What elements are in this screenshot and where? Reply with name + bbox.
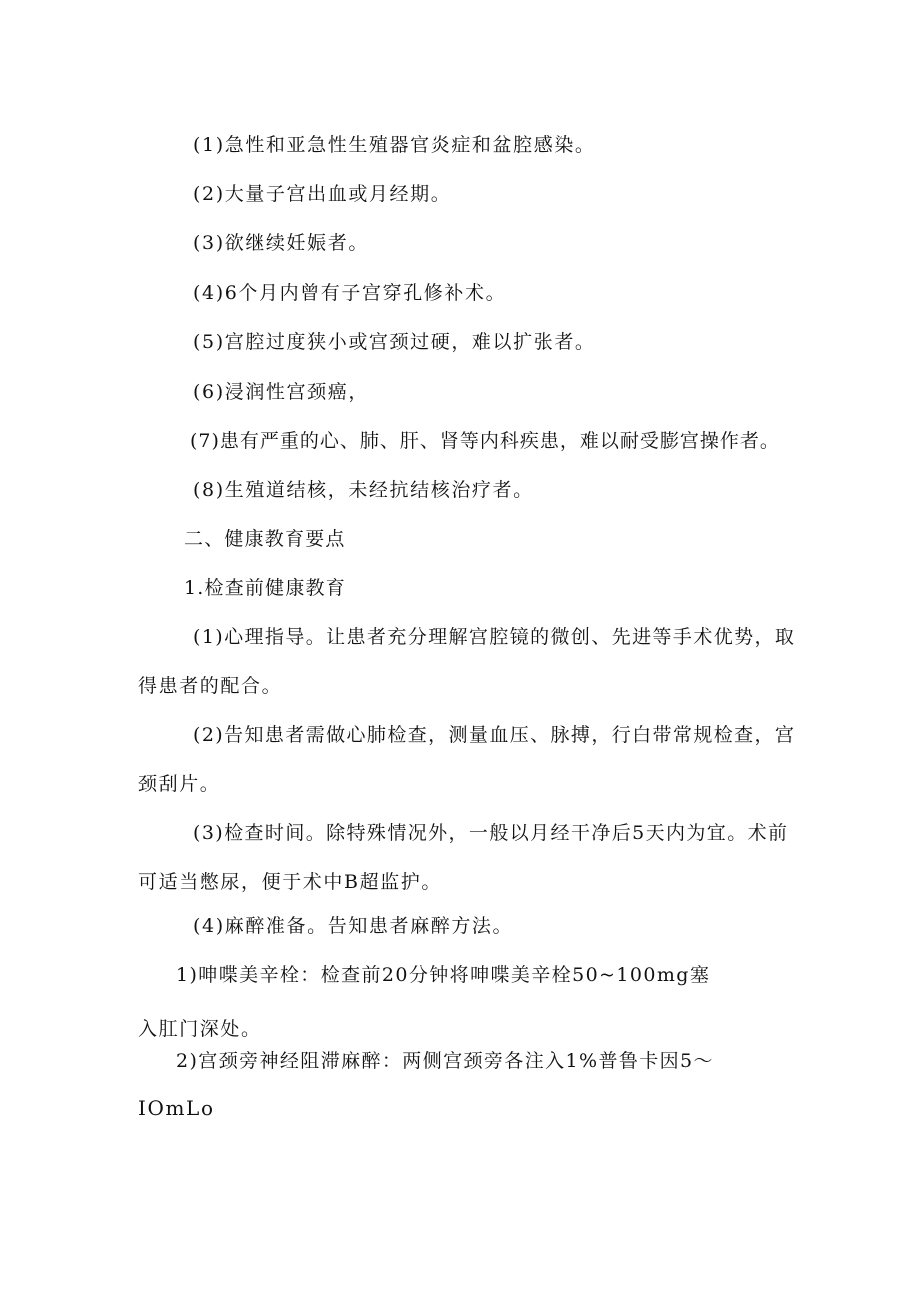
sub-heading: 1.检查前健康教育 (184, 577, 346, 599)
education-item-2-line-1: (2)告知患者需做心肺检查，测量血压、脉搏，行白带常规检查，宫 (193, 724, 796, 746)
education-item-1-line-1: (1)心理指导。让患者充分理解宫腔镜的微创、先进等手术优势，取 (193, 626, 796, 648)
contraindication-2: (2)大量子宫出血或月经期。 (193, 183, 452, 205)
anesthesia-method-1-line-2: 入肛门深处。 (138, 1018, 262, 1040)
contraindication-5: (5)宫腔过度狭小或宫颈过硬，难以扩张者。 (193, 331, 596, 353)
contraindication-7: (7)患有严重的心、肺、肝、肾等内科疾患，难以耐受膨宫操作者。 (190, 430, 780, 452)
education-item-1-line-2: 得患者的配合。 (138, 675, 283, 697)
section-heading: 二、健康教育要点 (184, 528, 346, 550)
anesthesia-method-2-line-1: 2)宫颈旁神经阻滞麻醉：两侧宫颈旁各注入1%普鲁卡因5～ (176, 1050, 714, 1072)
education-item-4: (4)麻醉准备。告知患者麻醉方法。 (193, 915, 514, 937)
contraindication-4: (4)6个月内曾有子宫穿孔修补术。 (193, 282, 507, 304)
contraindication-6: (6)浸润性宫颈癌， (193, 381, 369, 403)
education-item-2-line-2: 颈刮片。 (138, 773, 221, 795)
education-item-3-line-2: 可适当憋尿，便于术中B超监护。 (138, 871, 442, 893)
contraindication-8: (8)生殖道结核，未经抗结核治疗者。 (193, 479, 534, 501)
anesthesia-method-2-line-2: IOmLo (138, 1096, 215, 1120)
anesthesia-method-1-line-1: 1)呻喋美辛栓：检查前20分钟将呻喋美辛栓50~100mg塞 (176, 964, 711, 986)
contraindication-3: (3)欲继续妊娠者。 (193, 232, 369, 254)
contraindication-1: (1)急性和亚急性生殖器官炎症和盆腔感染。 (193, 134, 596, 156)
education-item-3-line-1: (3)检查时间。除特殊情况外，一般以月经干净后5天内为宜。术前 (193, 822, 789, 844)
